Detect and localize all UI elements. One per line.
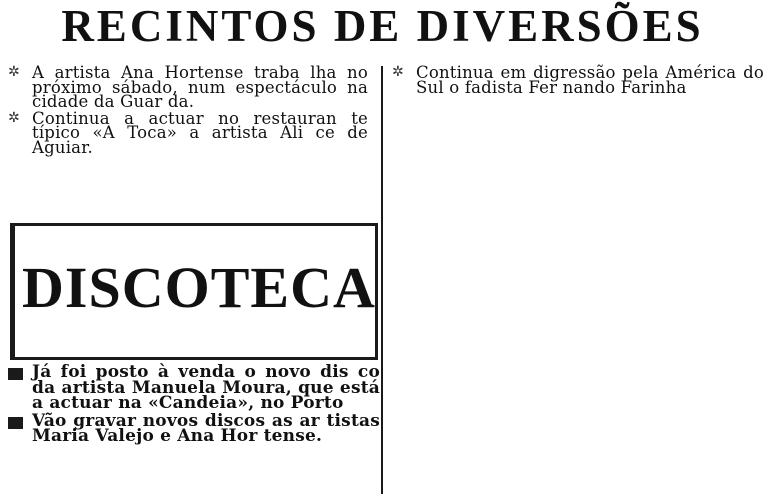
asterisk-bullet-icon: ✲ [392, 64, 404, 80]
square-bullet-icon [8, 368, 23, 380]
news-item-text: Continua a actuar no restauran te típico «A Toca» a artista Ali ce de Aguiar. [32, 108, 368, 157]
headline: RECINTOS DE DIVERSÕES [61, 1, 704, 51]
discoteca-item-text: Já foi posto à venda o novo dis co da artista Manuela Moura, que está a actuar na «Candeia», no Porto [32, 362, 380, 413]
news-item-text: A artista Ana Hortense traba lha no próximo sábado, num espectáculo na cidade da Guar da. [32, 63, 368, 111]
square-bullet-icon [8, 417, 23, 429]
discoteca-item [8, 362, 380, 413]
discoteca-title: DISCOTECA [22, 255, 376, 320]
discoteca-item-text: Vão gravar novos discos as ar tistas Maria Valejo e Ana Hor tense. [32, 410, 380, 446]
news-item [392, 63, 764, 97]
discoteca-column [8, 362, 380, 447]
left-news-column [8, 63, 368, 157]
news-item [8, 108, 368, 157]
news-item [8, 63, 368, 111]
right-news-column [392, 63, 764, 97]
column-divider [381, 66, 383, 494]
news-item-text: Continua em digressão pela América do Sul o fadista Fer nando Farinha [416, 63, 764, 97]
discoteca-item [8, 410, 380, 446]
asterisk-bullet-icon: ✲ [8, 64, 20, 80]
asterisk-bullet-icon: ✲ [8, 109, 20, 126]
